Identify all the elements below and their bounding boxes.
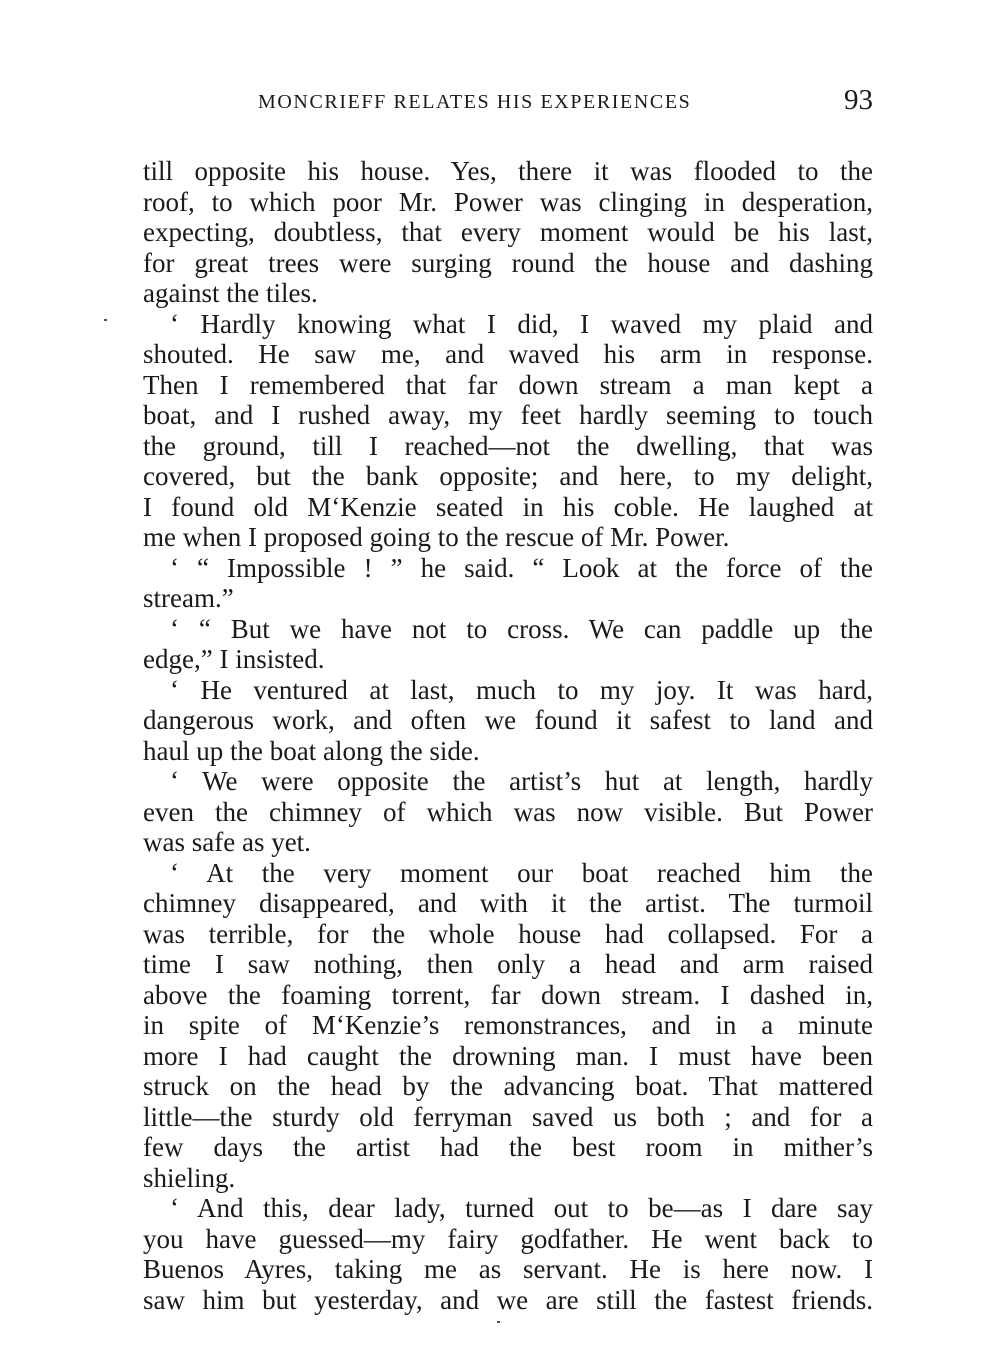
text-line: you have guessed—my fairy godfather. He went back to bbox=[143, 1223, 873, 1254]
running-title: MONCRIEFF RELATES HIS EXPERIENCES bbox=[258, 91, 692, 113]
text-line: was safe as yet. bbox=[143, 827, 311, 857]
text-line: boat, and I rushed away, my feet hardly seeming to touch bbox=[143, 400, 873, 430]
text-line: ‘ “ But we have not to cross. We can paddle up the bbox=[170, 613, 873, 644]
text-line: Buenos Ayres, taking me as servant. He is here now. I bbox=[143, 1254, 873, 1284]
text-line: roof, to which poor Mr. Power was clinging in desperation, bbox=[143, 186, 873, 217]
text-line: ‘ He ventured at last, much to my joy. It was hard, bbox=[170, 674, 873, 705]
text-line: chimney disappeared, and with it the artist. The turmoil bbox=[143, 888, 873, 918]
body-text bbox=[143, 156, 873, 1315]
text-line: covered, but the bank opposite; and here, to my delight, bbox=[143, 461, 873, 491]
text-line: me when I proposed going to the rescue of Mr. Power. bbox=[143, 522, 730, 552]
text-line: was terrible, for the whole house had collapsed. For a bbox=[143, 918, 873, 949]
text-line: saw him but yesterday, and we are still the fastest friends. bbox=[143, 1284, 873, 1315]
print-speck bbox=[104, 319, 107, 321]
text-line: ‘ At the very moment our boat reached him the bbox=[170, 857, 873, 888]
text-line: stream.” bbox=[143, 583, 234, 613]
text-line: little—the sturdy old ferryman saved us both ; and for a bbox=[143, 1101, 873, 1132]
text-line: till opposite his house. Yes, there it was flooded to the bbox=[143, 156, 873, 186]
text-line: ‘ And this, dear lady, turned out to be—as I dare say bbox=[170, 1193, 873, 1223]
text-line: few days the artist had the best room in mither’s bbox=[143, 1132, 873, 1162]
text-line: struck on the head by the advancing boat. That mattered bbox=[143, 1071, 873, 1101]
text-line: shieling. bbox=[143, 1162, 236, 1193]
text-line: edge,” I insisted. bbox=[143, 644, 325, 674]
text-line: ‘ We were opposite the artist’s hut at length, hardly bbox=[170, 766, 873, 796]
text-line: above the foaming torrent, far down stream. I dashed in, bbox=[143, 979, 873, 1010]
text-line: haul up the boat along the side. bbox=[143, 735, 480, 766]
text-line: expecting, doubtless, that every moment would be his last, bbox=[143, 217, 873, 247]
text-line: time I saw nothing, then only a head and arm raised bbox=[143, 949, 873, 979]
text-line: for great trees were surging round the house and dashing bbox=[143, 247, 873, 278]
text-line: shouted. He saw me, and waved his arm in response. bbox=[143, 339, 873, 369]
text-line: more I had caught the drowning man. I must have been bbox=[143, 1040, 873, 1071]
text-line: ‘ Hardly knowing what I did, I waved my plaid and bbox=[170, 308, 873, 339]
text-line: Then I remembered that far down stream a man kept a bbox=[143, 369, 873, 400]
text-line: even the chimney of which was now visible. But Power bbox=[143, 796, 873, 827]
text-line: I found old M‘Kenzie seated in his coble. He laughed at bbox=[143, 491, 873, 522]
text-line: ‘ “ Impossible ! ” he said. “ Look at the force of the bbox=[170, 552, 873, 583]
text-line: dangerous work, and often we found it safest to land and bbox=[143, 705, 873, 735]
text-line: the ground, till I reached—not the dwelling, that was bbox=[143, 430, 873, 461]
text-line: against the tiles. bbox=[143, 278, 318, 308]
print-speck bbox=[497, 1321, 500, 1323]
page-number: 93 bbox=[844, 84, 873, 116]
text-line: in spite of M‘Kenzie’s remonstrances, and in a minute bbox=[143, 1010, 873, 1040]
